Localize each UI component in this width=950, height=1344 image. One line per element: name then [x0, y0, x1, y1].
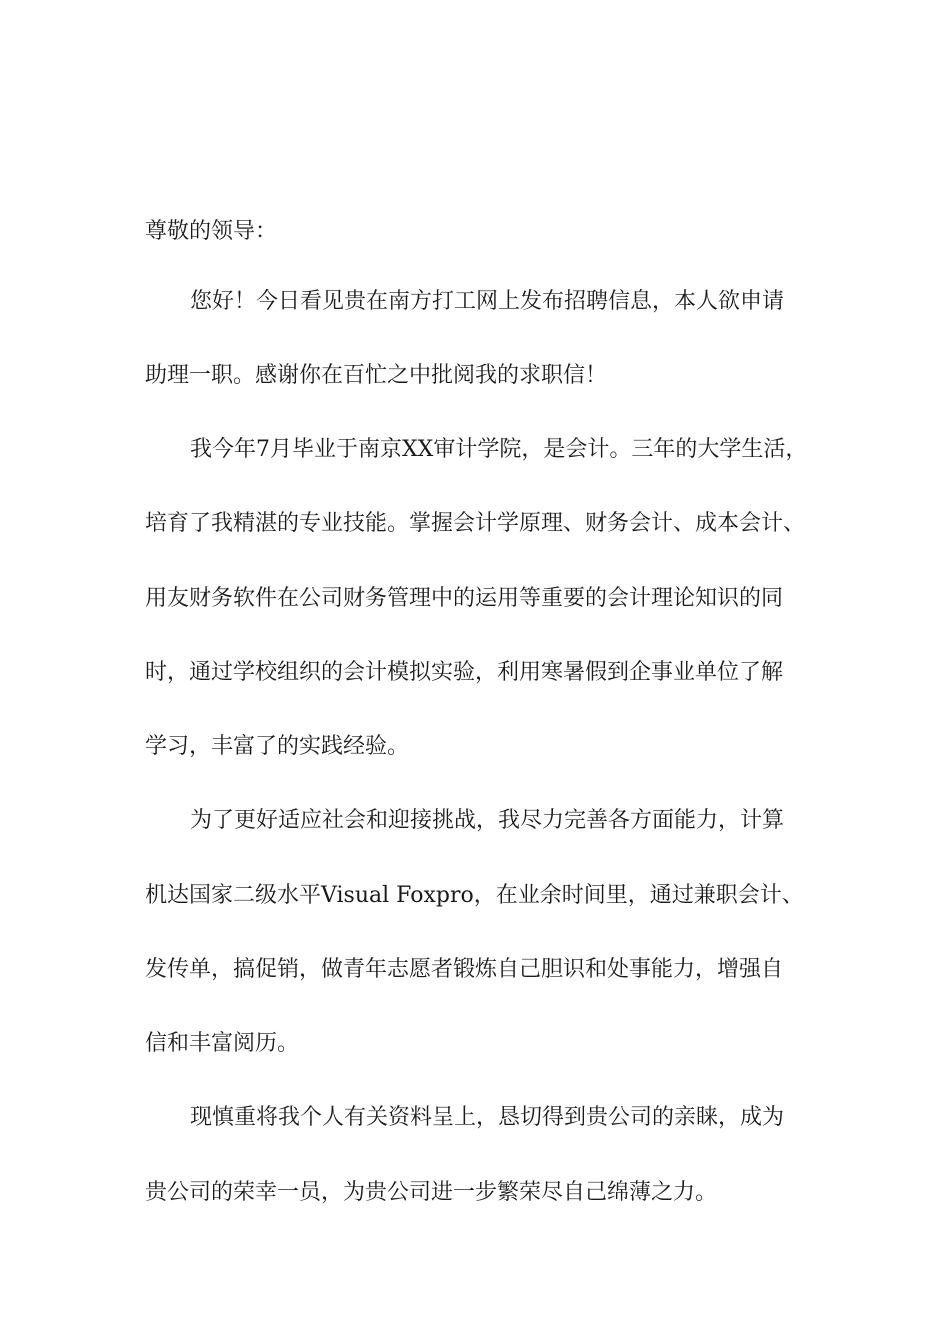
paragraph-line: 机达国家二级水平Visual Foxpro，在业余时间里，通过兼职会计、 — [145, 883, 804, 908]
paragraph-line: 学习，丰富了的实践经验。 — [145, 734, 410, 759]
paragraph-line: 您好！今日看见贵在南方打工网上发布招聘信息，本人欲申请 — [190, 289, 785, 314]
paragraph-line: 我今年7月毕业于南京XX审计学院，是会计。三年的大学生活， — [190, 437, 808, 462]
paragraph-line: 现慎重将我个人有关资料呈上，恳切得到贵公司的亲睐，成为 — [190, 1105, 785, 1130]
paragraph-line: 助理一职。感谢你在百忙之中批阅我的求职信！ — [145, 363, 608, 388]
paragraph-line: 贵公司的荣幸一员，为贵公司进一步繁荣尽自己绵薄之力。 — [145, 1180, 718, 1205]
paragraph-line: 用友财务软件在公司财务管理中的运用等重要的会计理论知识的同 — [145, 586, 784, 611]
paragraph-line: 为了更好适应社会和迎接挑战，我尽力完善各方面能力，计算 — [190, 808, 785, 833]
paragraph-line: 培育了我精湛的专业技能。掌握会计学原理、财务会计、成本会计、 — [145, 511, 806, 536]
paragraph-line: 信和丰富阅历。 — [145, 1031, 300, 1056]
paragraph-line: 时，通过学校组织的会计模拟实验，利用寒暑假到企事业单位了解 — [145, 660, 784, 685]
salutation: 尊敬的领导： — [145, 219, 278, 244]
paragraph-line: 发传单，搞促销，做青年志愿者锻炼自己胆识和处事能力，增强自 — [145, 957, 784, 982]
